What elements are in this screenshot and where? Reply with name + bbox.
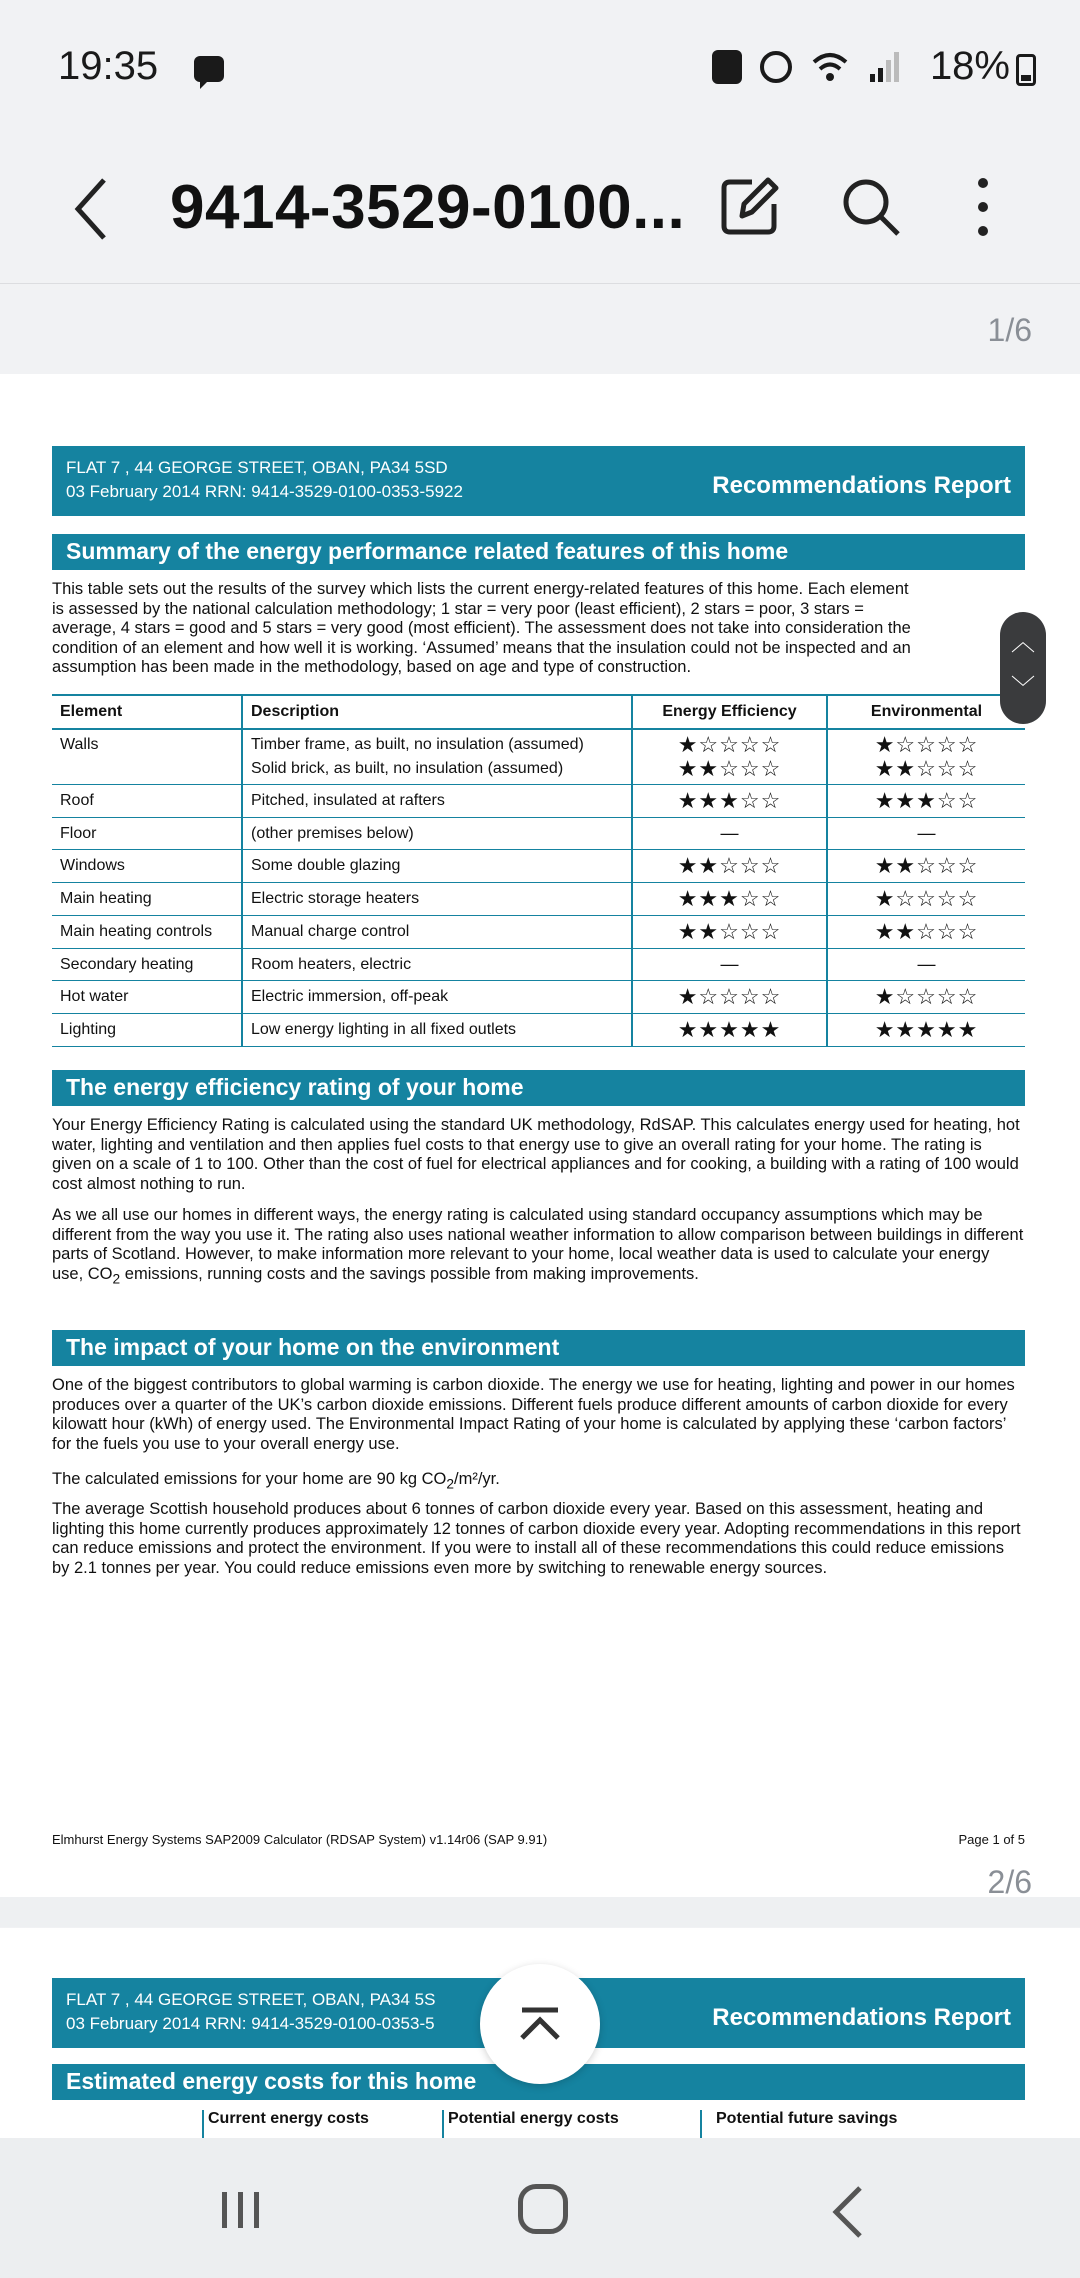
- impact-paragraph-1: One of the biggest contributors to global warming is carbon dioxide. The energy we use for heating, lighting and power in our homes produces over a quarter of the UK’s carbon dioxide emissions. Different fuels produce different amounts of carbon dioxide for every kilowatt hour (kWh) of energy used. The Environmental Impact Rating of your home is calculated by applying these ‘carbon factors’ for the fuels you use to your overall energy use.: [52, 1376, 1015, 1453]
- chevron-left-icon: [64, 174, 124, 244]
- rating-paragraph-1: Your Energy Efficiency Rating is calculated using the standard UK methodology, RdSAP. This calculates energy used for heating, hot water, lighting and ventilation and then applies fuel costs to that energy use to give an overall rating for your home. The rating is given on a scale of 1 to 100. Other than the cost of fuel for electrical appliances and for cooking, a building with a rating of 100 would cost almost nothing to run.: [52, 1116, 1020, 1193]
- scroll-top-icon: [480, 1964, 600, 2084]
- signal-icon: [868, 50, 902, 84]
- table-row: Windows Some double glazing ★★☆☆☆ ★★☆☆☆: [52, 850, 1025, 883]
- status-bar: [0, 0, 1080, 140]
- chevron-down-icon[interactable]: ﹀: [1011, 674, 1035, 702]
- app-toolbar: [0, 140, 1080, 284]
- wifi-icon: [810, 50, 850, 84]
- impact-paragraph-2: The calculated emissions for your home are 90 kg $CO_2/m^2/yr$.: [52, 1470, 500, 1492]
- status-time: 19:35: [58, 44, 159, 88]
- nav-back-button[interactable]: [828, 2184, 868, 2240]
- page-footer-number: Page 1 of 5: [958, 1832, 1025, 1847]
- costs-table-header: Current energy costs Potential energy costs Potential future savings: [52, 2100, 1025, 2138]
- property-address: FLAT 7 , 44 GEORGE STREET, OBAN, PA34 5SD: [66, 458, 448, 477]
- search-button[interactable]: [840, 176, 902, 238]
- table-row: Floor (other premises below) — —: [52, 818, 1025, 850]
- more-vertical-icon: [968, 174, 998, 240]
- date-rrn: 03 February 2014 RRN: 9414-3529-0100-0353-5: [66, 2014, 435, 2033]
- battery-level: 18%: [929, 44, 1010, 88]
- page-footer-software: Elmhurst Energy Systems SAP2009 Calculator (RDSAP System) v1.14r06 (SAP 9.91): [52, 1832, 548, 1847]
- table-row: Main heating Electric storage heaters ★★★☆☆ ★☆☆☆☆: [52, 883, 1025, 916]
- page-separator: [0, 1897, 1080, 1927]
- system-navigation-bar: [0, 2138, 1080, 2278]
- alarm-icon: [760, 51, 792, 83]
- report-header-band: [52, 446, 1025, 516]
- home-button[interactable]: [518, 2184, 568, 2234]
- page-indicator-2: 2/6: [987, 1864, 1032, 1900]
- header-energy-efficiency: Energy Efficiency: [632, 695, 827, 729]
- table-header-row: [52, 695, 1025, 729]
- table-row: Main heating controls Manual charge control ★★☆☆☆ ★★☆☆☆: [52, 916, 1025, 949]
- document-title: 9414-3529-0100...: [170, 173, 686, 242]
- page-scroll-control[interactable]: [1000, 612, 1046, 724]
- recent-apps-icon: [218, 2190, 264, 2230]
- recent-apps-button[interactable]: [218, 2190, 264, 2230]
- chevron-up-icon[interactable]: ︿: [1011, 628, 1035, 656]
- table-row: Secondary heating Room heaters, electric — —: [52, 949, 1025, 981]
- table-row: Walls Timber frame, as built, no insulation (assumed) Solid brick, as built, no insulation (assumed) ★☆☆☆☆ ★★☆☆☆ ★☆☆☆☆ ★★☆☆☆: [52, 729, 1025, 785]
- table-row: Hot water Electric immersion, off-peak ★☆☆☆☆ ★☆☆☆☆: [52, 981, 1025, 1014]
- table-row: Roof Pitched, insulated at rafters ★★★☆☆ ★★★☆☆: [52, 785, 1025, 818]
- date-rrn: 03 February 2014 RRN: 9414-3529-0100-0353-5922: [66, 482, 463, 501]
- header-element: Element: [52, 695, 242, 729]
- report-title: Recommendations Report: [712, 2004, 1011, 2031]
- edit-icon: [718, 174, 782, 238]
- scroll-to-top-button[interactable]: [480, 1964, 600, 2084]
- rating-heading: The energy efficiency rating of your home: [52, 1070, 1025, 1106]
- status-icons: [712, 50, 902, 84]
- rating-paragraph-2: As we all use our homes in different ways, the energy rating is calculated using standard occupancy assumptions which may be different from the way you use it. The rating also uses national weather information to allow comparison between buildings in different parts of Scotland. However, to make information more relevant to your home, local weather data is used to calculate your energy use, $CO_2$ emissions, running costs and the savings possible from making improvements.: [52, 1206, 1024, 1286]
- impact-heading: The impact of your home on the environment: [52, 1330, 1025, 1366]
- costs-heading: Estimated energy costs for this home: [52, 2064, 1025, 2100]
- pdf-page-1: [0, 374, 1080, 1897]
- message-notification-icon: [194, 56, 224, 82]
- battery-icon: [1016, 54, 1036, 86]
- summary-heading: Summary of the energy performance related features of this home: [52, 534, 1025, 570]
- report-title: Recommendations Report: [712, 472, 1011, 499]
- lock-notification-icon: [712, 50, 742, 84]
- back-button[interactable]: [64, 174, 124, 244]
- page-indicator-1: 1/6: [987, 312, 1032, 348]
- edit-button[interactable]: [718, 174, 782, 238]
- property-address: FLAT 7 , 44 GEORGE STREET, OBAN, PA34 5S: [66, 1990, 436, 2009]
- header-description: Description: [242, 695, 632, 729]
- more-options-button[interactable]: [968, 174, 998, 240]
- header-environmental: Environmental: [827, 695, 1025, 729]
- features-table: [52, 694, 1025, 1047]
- impact-paragraph-3: The average Scottish household produces about 6 tonnes of carbon dioxide every year. Based on this assessment, heating and lighting this home currently produces approximately 12 tonnes of carbon dioxide every year. Adopting recommendations in this report can reduce emissions and protect the environment. If you were to install all of these recommendations this could reduce emissions by 2.1 tonnes per year. You could reduce emissions even more by switching to renewable energy sources.: [52, 1500, 1021, 1577]
- back-icon: [828, 2184, 868, 2240]
- search-icon: [840, 176, 902, 238]
- summary-intro: This table sets out the results of the survey which lists the current energy-related features of this home. Each element is assessed by the national calculation methodology; 1 star = very poor (least efficient), 2 stars = poor, 3 stars = average, 4 stars = good and 5 stars = very good (most efficient). The assessment does not take into consideration the condition of an element and how well it is working. ‘Assumed’ means that the insulation could not be inspected and an assumption has been made in the methodology, based on age and type of construction.: [52, 580, 911, 676]
- table-row: Lighting Low energy lighting in all fixed outlets ★★★★★ ★★★★★: [52, 1014, 1025, 1047]
